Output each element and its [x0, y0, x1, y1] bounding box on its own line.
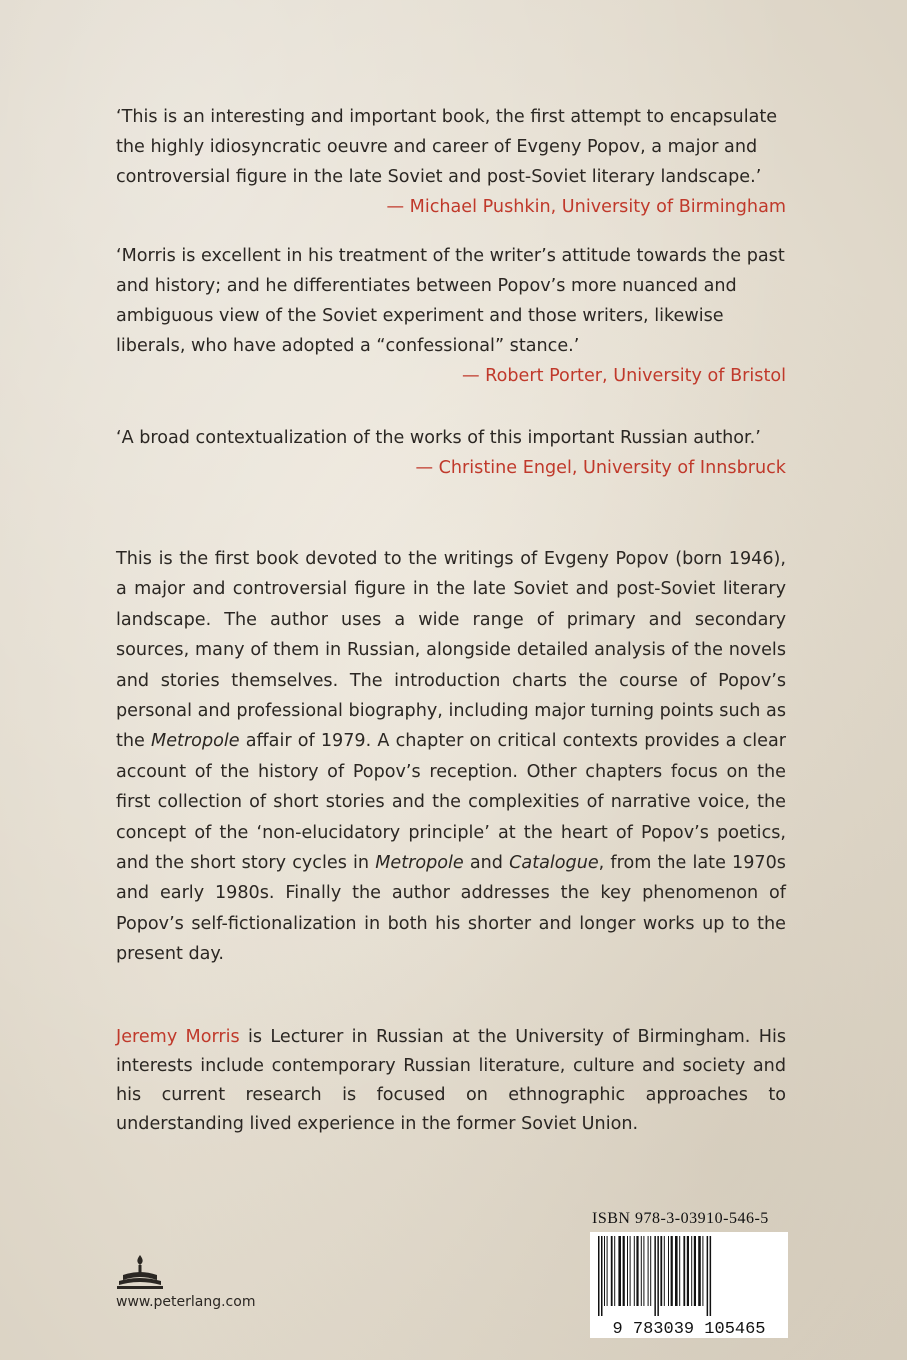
- description-text: This is the first book devoted to the writings of Evgeny Popov (born 1946), a major and controversial figure in the late Soviet and post-Soviet literary landscape. The author uses a wide range of primary and secondary sources, many of them in Russian, alongside detailed analysis of the novels and stories themselves. The introduction charts the course of Popov’s personal and professional biography, including major turning points such as the: [116, 549, 786, 752]
- barcode-bar: [618, 1236, 621, 1306]
- barcode-bar: [630, 1236, 631, 1306]
- review-attribution: — Robert Porter, University of Bristol: [461, 366, 786, 386]
- barcode-bar: [671, 1236, 673, 1306]
- description-text: , from the late 1970s and early 1980s. Finally the author addresses the key phenomenon of Popov’s self-fictionalization in both his shorter and longer works up to the present day.: [116, 853, 786, 965]
- barcode: [590, 1232, 788, 1338]
- barcode-bar: [650, 1236, 651, 1306]
- description-italic: Catalogue: [509, 853, 599, 874]
- barcode-bar: [683, 1236, 685, 1306]
- barcode-bar: [660, 1236, 662, 1306]
- barcode-bar: [668, 1236, 669, 1306]
- barcode-bar: [648, 1236, 649, 1306]
- description-paragraph: [116, 544, 786, 970]
- author-name: Jeremy Morris: [116, 1027, 240, 1047]
- barcode-bar: [687, 1236, 689, 1306]
- barcode-bar: [598, 1236, 600, 1316]
- review-quote: ‘A broad contextualization of the works of this important Russian author.’: [116, 428, 761, 448]
- barcode-bar: [679, 1236, 680, 1306]
- description-italic: Metropole: [375, 853, 464, 874]
- isbn-barcode-block: [590, 1210, 788, 1338]
- barcode-bar: [675, 1236, 678, 1306]
- description-italic: Metropole: [151, 731, 240, 752]
- review-3: [116, 423, 786, 483]
- barcode-digits: 9 783039 105465: [612, 1320, 766, 1338]
- review-quote: ‘This is an interesting and important book, the first attempt to encapsulate the highly idiosyncratic oeuvre and career of Evgeny Popov, a major and controversial figure in the late Soviet and post-Soviet literary landscape.’: [116, 107, 778, 187]
- review-quote: ‘Morris is excellent in his treatment of the writer’s attitude towards the past and history; and he differentiates between Popov’s more nuanced and ambiguous view of the Soviet experiment and those writers, likewise liberals, who have adopted a “confessional” stance.’: [116, 246, 785, 356]
- publisher-website: www.peterlang.com: [116, 1294, 256, 1310]
- author-bio: [116, 1023, 786, 1139]
- barcode-bar: [611, 1236, 613, 1306]
- description-text: affair of 1979. A chapter on critical contexts provides a clear account of the history of Popov’s reception. Other chapters focus on the first collection of short stories and the complexities of narrative voice, the concept of the ‘non-elucidatory principle’ at the heart of Popov’s poetics, and the short story cycles in: [116, 731, 787, 874]
- barcode-bar: [634, 1236, 635, 1306]
- bio-text: is Lecturer in Russian at the University of Birmingham. His interests include contemporary Russian literature, culture and society and his current research is focused on ethnographic approaches to understanding lived experience in the former Soviet Union.: [116, 1027, 786, 1134]
- barcode-bars: [598, 1236, 711, 1316]
- peter-lang-logo-icon: [113, 1253, 167, 1291]
- review-attribution: — Michael Pushkin, University of Birmingham: [386, 197, 786, 217]
- review-attribution: — Christine Engel, University of Innsbruck: [415, 458, 786, 478]
- barcode-bar: [614, 1236, 615, 1306]
- barcode-bar: [710, 1236, 712, 1316]
- isbn-label: ISBN 978-3-03910-546-5: [592, 1210, 769, 1227]
- barcode-bar: [641, 1236, 642, 1306]
- book-description: [116, 544, 786, 970]
- barcode-bar: [694, 1236, 696, 1306]
- barcode-bar: [643, 1236, 644, 1306]
- barcode-bar: [636, 1236, 638, 1306]
- barcode-bar: [654, 1236, 656, 1316]
- barcode-bar: [604, 1236, 605, 1306]
- barcode-bar: [707, 1236, 709, 1316]
- barcode-bar: [627, 1236, 628, 1306]
- review-2: [116, 241, 786, 391]
- barcode-bar: [702, 1236, 703, 1306]
- barcode-bar: [698, 1236, 701, 1306]
- description-text: and: [463, 853, 510, 874]
- barcode-bar: [664, 1236, 665, 1306]
- bio-paragraph: [116, 1023, 786, 1139]
- barcode-bar: [601, 1236, 603, 1316]
- barcode-bar: [607, 1236, 608, 1306]
- barcode-bar: [657, 1236, 659, 1316]
- barcode-bar: [623, 1236, 625, 1306]
- review-1: [116, 102, 786, 222]
- barcode-bar: [691, 1236, 692, 1306]
